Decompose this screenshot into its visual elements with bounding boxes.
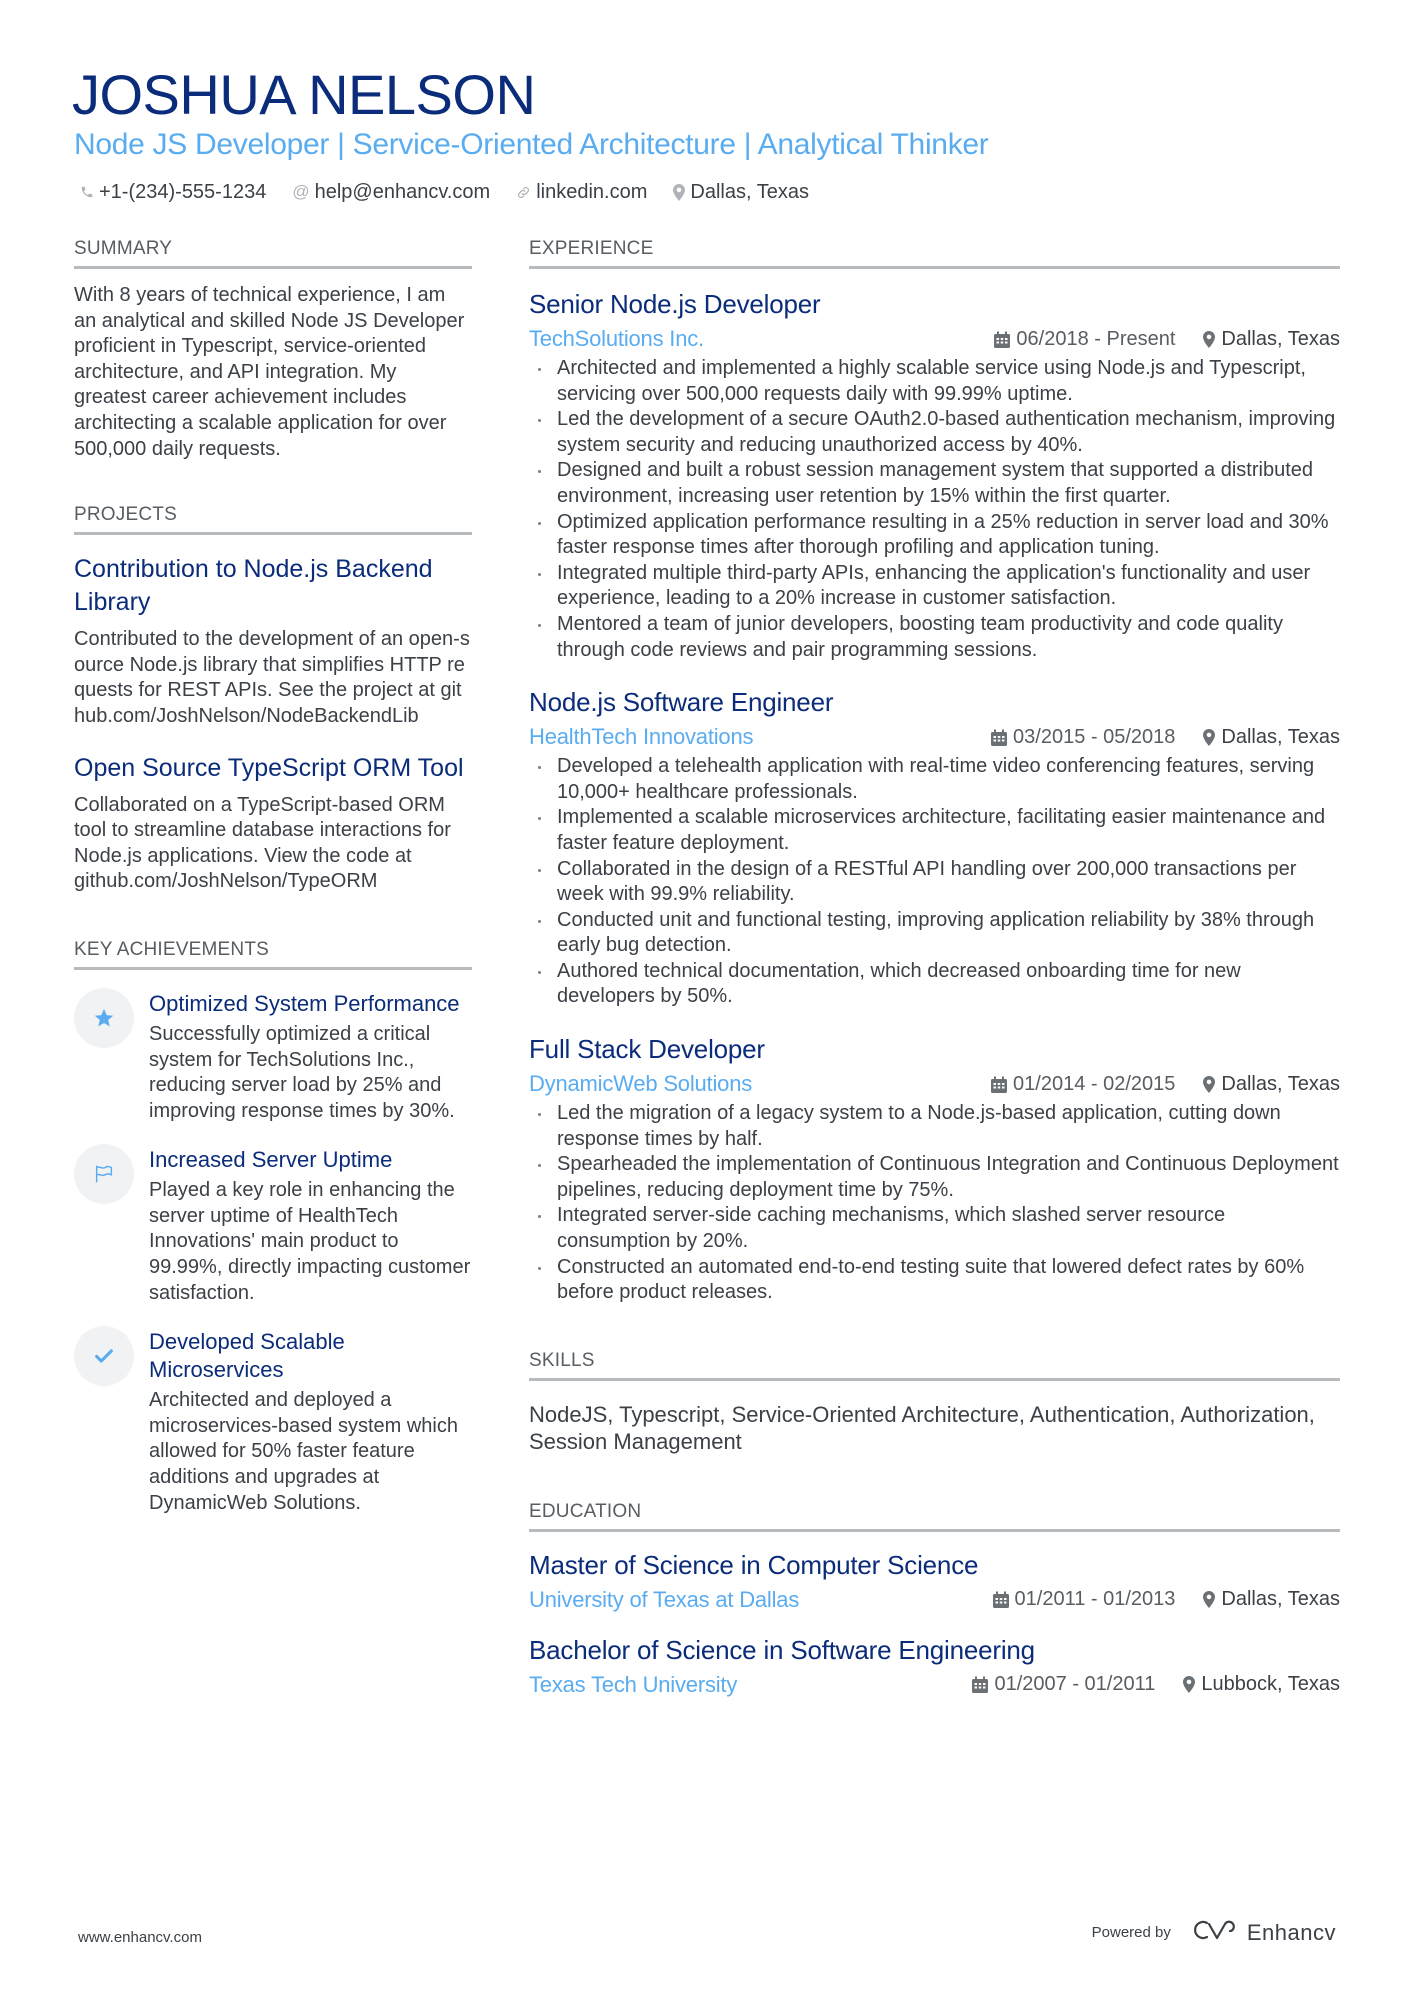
education-meta [529,1585,1340,1615]
achievement-title: Increased Server Uptime [149,1147,393,1173]
education-heading: EDUCATION [529,1499,1340,1532]
calendar-icon [991,729,1007,746]
job-meta [529,1069,1340,1099]
job-bullet: Led the migration of a legacy system to a Node.js-based application, cutting down response times by half. [529,1101,1340,1152]
skills-text: NodeJS, Typescript, Service-Oriented Architecture, Authentication, Authorization, Session Management [529,1401,1315,1454]
education-entry [529,1548,1340,1615]
achievement-item [74,1146,472,1306]
contact-phone-text: +1-(234)-555-1234 [99,181,267,203]
education-location-text: Dallas, Texas [1221,1588,1340,1611]
enhancv-logo-icon [1193,1918,1237,1947]
project-description: Contributed to the development of an open-source Node.js library that simplifies HTTP requests for REST APIs. See the project at github.com/JoshNelson/NodeBackendLib [74,628,470,727]
job-location-text: Dallas, Texas [1221,1072,1340,1095]
degree-title: Master of Science in Computer Science [529,1549,979,1580]
link-icon [516,185,531,200]
job-title: Node.js Software Engineer [529,687,834,718]
job-dates-text: 06/2018 - Present [1016,327,1176,350]
job-dates-text: 01/2014 - 02/2015 [1013,1072,1176,1095]
project-item [74,752,472,895]
project-description: Collaborated on a TypeScript-based ORM tool to streamline database interactions for Node.js applications. View the code at github.com/JoshNelson/TypeORM [74,793,451,893]
footer-website-link[interactable]: www.enhancv.com [78,1929,202,1946]
job-bullet: Constructed an automated end-to-end testing suite that lowered defect rates by 60% before product releases. [529,1255,1340,1306]
achievement-description: Architected and deployed a microservices-based system which allowed for 50% faster feature additions and upgrades at DynamicWeb Solutions. [149,1389,458,1514]
location-pin-icon [1203,1591,1215,1608]
job-location [1203,726,1340,749]
job-bullet: Architected and implemented a highly scalable service using Node.js and Typescript, servicing over 500,000 requests daily with 99.99% uptime. [529,356,1340,407]
job-bullets [529,754,1340,1010]
job-bullet: Spearheaded the implementation of Continuous Integration and Continuous Deployment pipelines, reducing deployment time by 75%. [529,1152,1340,1203]
job-bullets [529,1101,1340,1306]
projects-heading: PROJECTS [74,502,472,535]
experience-heading: EXPERIENCE [529,236,1340,269]
contact-bar [80,177,809,207]
achievement-item [74,1328,472,1516]
calendar-icon [972,1676,988,1693]
candidate-headline: Node JS Developer | Service-Oriented Architecture | Analytical Thinker [74,128,989,161]
job-bullet: Designed and built a robust session management system that supported a distributed environment, increasing user retention by 15% within the first quarter. [529,458,1340,509]
summary-heading: SUMMARY [74,236,472,269]
location-pin-icon [673,184,685,201]
job-entry [529,287,1340,663]
job-location [1203,328,1340,351]
degree-title: Bachelor of Science in Software Engineering [529,1634,1035,1665]
achievement-description: Played a key role in enhancing the server uptime of HealthTech Innovations' main product to 99.99%, directly impacting customer satisfaction. [149,1179,471,1304]
job-bullet: Mentored a team of junior developers, boosting team productivity and code quality through code reviews and pair programming sessions. [529,612,1340,663]
achievement-title: Optimized System Performance [149,990,460,1016]
job-location [1203,1073,1340,1096]
achievement-description: Successfully optimized a critical system for TechSolutions Inc., reducing server load by 25% and improving response times by 30%. [149,1022,455,1122]
school-name: Texas Tech University [529,1671,738,1697]
education-dates [972,1673,1155,1696]
job-title: Senior Node.js Developer [529,289,821,319]
contact-location [673,177,809,207]
powered-by-label: Powered by [1091,1924,1171,1941]
project-title: Open Source TypeScript ORM Tool [74,753,464,782]
calendar-icon [993,1591,1009,1608]
company-name: HealthTech Innovations [529,724,754,750]
education-location [1203,1588,1340,1611]
job-meta [529,324,1340,354]
project-title: Contribution to Node.js Backend Library [74,555,433,617]
job-bullets [529,356,1340,663]
achievement-body [149,990,472,1124]
enhancv-brand-name: Enhancv [1246,1919,1336,1945]
job-bullet: Led the development of a secure OAuth2.0-based authentication mechanism, improving system security and reducing unauthorized access by 40%. [529,407,1340,458]
footer-branding [1092,1918,1336,1947]
left-column [74,236,472,1516]
experience-section [529,236,1340,1306]
achievement-item [74,990,472,1124]
job-bullet: Authored technical documentation, which decreased onboarding time for new developers by 50%. [529,959,1340,1010]
candidate-name: JOSHUA NELSON [72,63,536,126]
job-bullet: Developed a telehealth application with real-time video conferencing features, serving 10,000+ healthcare professionals. [529,754,1340,805]
skills-section [529,1348,1340,1455]
job-location-text: Dallas, Texas [1221,327,1340,350]
job-bullet: Implemented a scalable microservices architecture, facilitating easier maintenance and faster feature deployment. [529,805,1340,856]
calendar-icon [994,331,1010,348]
contact-email[interactable] [292,177,490,207]
company-name: TechSolutions Inc. [529,326,704,351]
job-dates-text: 03/2015 - 05/2018 [1013,725,1176,748]
enhancv-brand[interactable] [1193,1918,1336,1947]
phone-icon [80,184,94,200]
contact-phone [80,177,266,207]
education-location-text: Lubbock, Texas [1201,1673,1340,1696]
at-icon: @ [292,182,310,201]
checkmark-icon [74,1326,134,1386]
job-dates [994,328,1175,351]
job-bullet: Conducted unit and functional testing, improving application reliability by 38% through early bug detection. [529,908,1340,959]
summary-text: With 8 years of technical experience, I am an analytical and skilled Node JS Developer proficient in Typescript, service-oriented architecture, and API integration. My greatest career achievement includes architecting a scalable application for over 500,000 daily requests. [74,284,465,460]
skills-heading: SKILLS [529,1348,1340,1381]
star-icon [74,988,134,1048]
location-pin-icon [1203,1076,1215,1093]
achievement-body [149,1328,472,1516]
achievement-body [149,1146,472,1306]
job-bullet: Integrated server-side caching mechanisms, which slashed server resource consumption by 20%. [529,1203,1340,1254]
education-entry [529,1633,1340,1700]
achievements-section [74,937,472,1516]
job-title: Full Stack Developer [529,1034,765,1065]
education-dates-text: 01/2011 - 01/2013 [1014,1588,1176,1611]
job-bullet: Integrated multiple third-party APIs, enhancing the application's functionality and user experience, leading to a 20% increase in customer satisfaction. [529,561,1340,612]
calendar-icon [991,1076,1007,1093]
company-name: DynamicWeb Solutions [529,1071,753,1097]
job-entry [529,685,1340,1010]
job-dates [991,726,1175,749]
education-meta [529,1670,1340,1700]
job-bullet: Optimized application performance resulting in a 25% reduction in server load and 30% faster response times after thorough profiling and application tuning. [529,510,1340,561]
job-dates [991,1073,1175,1096]
job-entry [529,1032,1340,1306]
right-column [529,236,1340,1700]
flag-icon [74,1144,134,1204]
achievements-heading: KEY ACHIEVEMENTS [74,937,472,970]
contact-linkedin-text[interactable]: linkedin.com [536,181,648,203]
education-location [1183,1673,1340,1696]
education-section [529,1499,1340,1700]
project-item [74,553,472,729]
education-dates [993,1588,1176,1611]
location-pin-icon [1203,729,1215,746]
achievement-title: Developed Scalable Microservices [149,1329,345,1383]
job-meta [529,722,1340,752]
job-bullet: Collaborated in the design of a RESTful API handling over 200,000 transactions per week with 99.9% reliability. [529,857,1340,908]
contact-location-text: Dallas, Texas [690,181,809,203]
job-location-text: Dallas, Texas [1221,725,1340,748]
education-dates-text: 01/2007 - 01/2011 [994,1673,1156,1696]
school-name: University of Texas at Dallas [529,1586,800,1612]
contact-linkedin[interactable] [516,177,647,207]
projects-section [74,502,472,895]
location-pin-icon [1203,331,1215,348]
summary-section [74,236,472,462]
contact-email-text[interactable]: help@enhancv.com [314,181,491,203]
location-pin-icon [1183,1676,1195,1693]
